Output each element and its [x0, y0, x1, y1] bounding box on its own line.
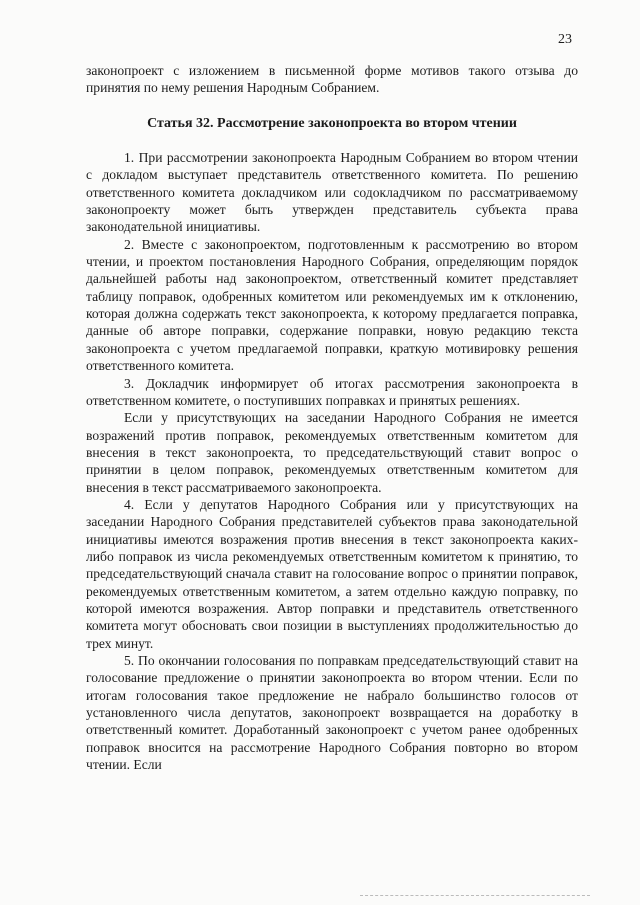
document-body [86, 62, 578, 773]
scan-footer-artifact [360, 895, 590, 897]
page-number: 23 [558, 32, 572, 47]
article-heading: Статья 32. Рассмотрение законопроекта во втором чтении [147, 115, 517, 131]
paragraph-4: 4. Если у депутатов Народного Собрания или у присутствующих на заседании Народного Собрания представителей субъектов права законодательной инициативы имеются возражения против внесения в текст законопроекта каких-либо поправок из числа рекомендуемых ответственным комитетом к принятию, то председательствующий сначала ставит на голосование вопрос о принятии поправок, рекомендуемых ответственным комитетом, а затем отдельно каждую поправку, по которой имеются возражения. Автор поправки и представитель ответственного комитета могут обосновать свои позиции в выступлениях продолжительностью до трех минут. [86, 496, 578, 651]
paragraph-3: 3. Докладчик информирует об итогах рассмотрения законопроекта в ответственном комитете, о поступивших поправках и принятых решениях. [86, 375, 578, 408]
lead-paragraph: законопроект с изложением в письменной форме мотивов такого отзыва до принятия по нему решения Народным Собранием. [86, 63, 578, 96]
paragraph-3-continued: Если у присутствующих на заседании Народного Собрания не имеется возражений против поправок, рекомендуемых ответственным комитетом для внесения в текст законопроекта, то председательствующий ставит вопрос о принятии в целом поправок, рекомендуемых ответственным комитетом для внесения в текст рассматриваемого законопроекта. [86, 410, 578, 495]
paragraph-5: 5. По окончании голосования по поправкам председательствующий ставит на голосование предложение о принятии законопроекта во втором чтении. Если по итогам голосования такое предложение не набрало большинство голосов от установленного числа депутатов, законопроект возвращается на доработку в ответственный комитет. Доработанный законопроект с учетом ранее одобренных поправок вносится на рассмотрение Народного Собрания повторно во втором чтении. Если [86, 653, 578, 773]
paragraph-1: 1. При рассмотрении законопроекта Народным Собранием во втором чтении с докладом выступает представитель ответственного комитета. По решению ответственного комитета докладчиком или содокладчиком по рассматриваемому законопроекту может быть утвержден представитель субъекта права законодательной инициативы. [86, 150, 578, 235]
paragraph-2: 2. Вместе с законопроектом, подготовленным к рассмотрению во втором чтении, и проектом постановления Народного Собрания, определяющим порядок дальнейшей работы над законопроектом, ответственный комитет представляет таблицу поправок, одобренных комитетом или рекомендуемых им к отклонению, которая должна содержать текст законопроекта, к которому предлагается поправка, данные об авторе поправки, содержание поправки, новую редакцию текста законопроекта с учетом предлагаемой поправки, краткую мотивировку решения ответственного комитета. [86, 236, 578, 374]
